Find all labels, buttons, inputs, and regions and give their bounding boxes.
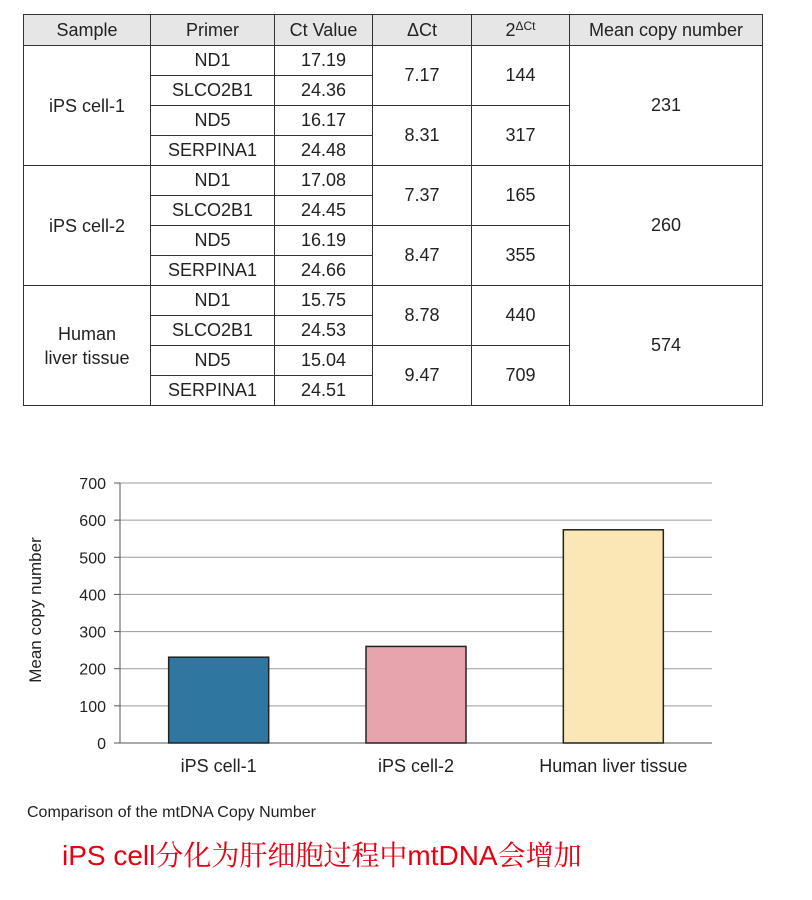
ct-value-cell: 17.08 [275, 166, 373, 196]
y-tick-label: 0 [97, 736, 106, 753]
header-delta-ct: ΔCt [373, 15, 472, 46]
y-tick-label: 400 [79, 587, 106, 605]
x-category-label: iPS cell-1 [180, 756, 257, 776]
ct-value-cell: 24.51 [275, 376, 373, 406]
header-power-delta-ct [472, 15, 570, 46]
mean-copy-number-cell: 260 [570, 166, 763, 286]
ct-value-cell: 15.04 [275, 346, 373, 376]
table-body [24, 46, 763, 406]
x-category-label: iPS cell-2 [377, 756, 455, 776]
ct-value-cell: 16.19 [275, 226, 373, 256]
ct-value-cell: 24.45 [275, 196, 373, 226]
data-table [23, 14, 763, 406]
sample-label: iPS cell-1 [48, 95, 126, 116]
y-tick-label: 100 [79, 698, 106, 716]
ct-value-cell: 24.53 [275, 316, 373, 346]
power-delta-ct-cell: 709 [472, 346, 570, 406]
bar [366, 646, 466, 743]
sample-label: iPS cell-2 [48, 215, 126, 236]
sample-cell [24, 46, 151, 166]
delta-ct-cell: 7.17 [373, 46, 472, 106]
header-power-exponent: ΔCt [515, 19, 536, 33]
primer-cell: SERPINA1 [151, 256, 275, 286]
table-row [24, 166, 763, 196]
header-primer: Primer [151, 15, 275, 46]
primer-cell: SLCO2B1 [151, 76, 275, 106]
y-axis-label: Mean copy number [26, 537, 45, 683]
sample-cell [24, 286, 151, 406]
ct-value-cell: 15.75 [275, 286, 373, 316]
delta-ct-cell: 7.37 [373, 166, 472, 226]
red-note: iPS cell分化为肝细胞过程中mtDNA会增加 [62, 840, 582, 871]
y-tick-label: 600 [79, 513, 106, 531]
table-row [24, 286, 763, 316]
power-delta-ct-cell: 165 [472, 166, 570, 226]
power-delta-ct-cell: 355 [472, 226, 570, 286]
primer-cell: SERPINA1 [151, 376, 275, 406]
primer-cell: ND5 [151, 226, 275, 256]
header-sample: Sample [24, 15, 151, 46]
primer-cell: SLCO2B1 [151, 196, 275, 226]
mean-copy-number-cell: 231 [570, 46, 763, 166]
y-tick-label: 700 [79, 476, 106, 493]
y-tick-label: 500 [79, 550, 106, 568]
power-delta-ct-cell: 144 [472, 46, 570, 106]
ct-value-cell: 24.48 [275, 136, 373, 166]
delta-ct-cell: 8.47 [373, 226, 472, 286]
primer-cell: ND1 [151, 166, 275, 196]
header-mean-copy-number: Mean copy number [570, 15, 763, 46]
sample-cell [24, 166, 151, 286]
delta-ct-cell: 8.78 [373, 286, 472, 346]
mean-copy-number-cell: 574 [570, 286, 763, 406]
primer-cell: SERPINA1 [151, 136, 275, 166]
bar [169, 657, 269, 743]
ct-value-cell: 17.19 [275, 46, 373, 76]
delta-ct-cell: 9.47 [373, 346, 472, 406]
figure-caption: Comparison of the mtDNA Copy Number [27, 804, 316, 821]
sample-label: liver tissue [44, 347, 130, 368]
power-delta-ct-cell: 440 [472, 286, 570, 346]
ct-value-cell: 16.17 [275, 106, 373, 136]
ct-value-cell: 24.66 [275, 256, 373, 286]
bar-chart [0, 460, 812, 790]
primer-cell: ND5 [151, 346, 275, 376]
table-header-row [24, 15, 763, 46]
primer-cell: ND1 [151, 286, 275, 316]
x-category-label: Human liver tissue [539, 756, 688, 776]
x-axis-labels [181, 756, 688, 776]
primer-cell: ND1 [151, 46, 275, 76]
y-tick-label: 200 [79, 661, 106, 679]
power-delta-ct-cell: 317 [472, 106, 570, 166]
delta-ct-cell: 8.31 [373, 106, 472, 166]
y-tick-label: 300 [79, 624, 106, 642]
ct-value-cell: 24.36 [275, 76, 373, 106]
primer-cell: ND5 [151, 106, 275, 136]
sample-label: Human [57, 323, 117, 344]
chart-bars [169, 530, 664, 743]
table-row [24, 46, 763, 76]
bar [563, 530, 663, 743]
primer-cell: SLCO2B1 [151, 316, 275, 346]
header-ct-value: Ct Value [275, 15, 373, 46]
header-power-base: 2 [505, 20, 516, 40]
